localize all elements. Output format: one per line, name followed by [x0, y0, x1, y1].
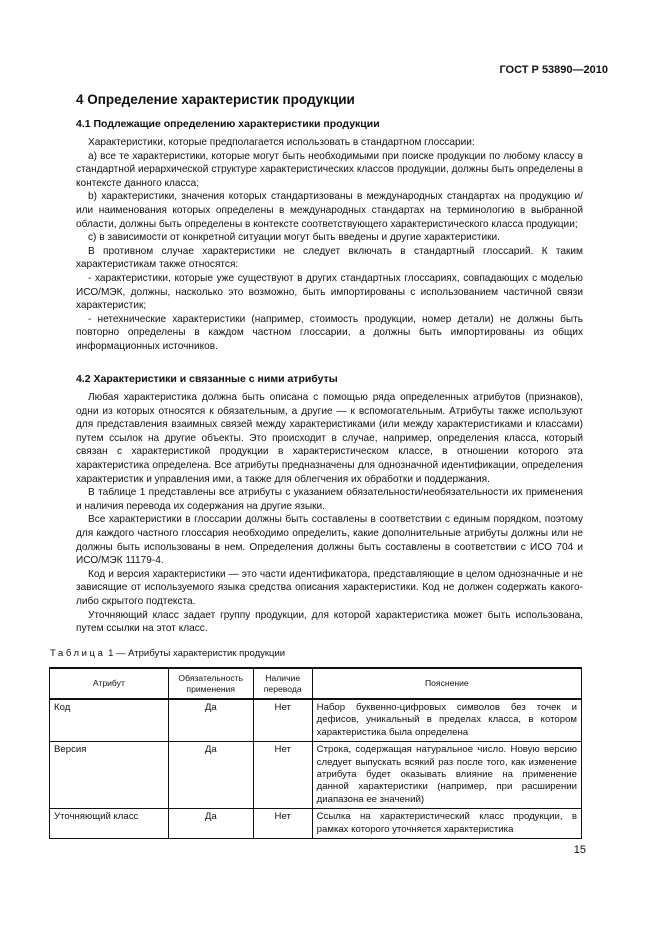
dash-item: - нетехнические характеристики (например, стоимость продукции, номер детали) не должны быть повторно определены в каждом частном глоссарии, а должны быть импортированы из общих информационных источников. — [76, 313, 583, 352]
list-item-c: с) в зависимости от конкретной ситуации могут быть введены и другие характеристики. — [88, 232, 500, 244]
column-header-mandatory: Обязательность применения — [168, 668, 253, 699]
page-number: 15 — [573, 844, 586, 856]
section-title: 4 Определение характеристик продукции — [76, 92, 355, 107]
list-item-a: а) все те характеристики, которые могут быть необходимыми при поиске продукции по любому классу в стандартной иерархической структуре характеристических классов продукции, должны быть определены в контексте данного класса; — [76, 150, 583, 189]
cell-attribute: Версия — [50, 742, 169, 809]
attributes-table — [49, 667, 582, 839]
cell-explanation: Ссылка на характеристический класс продукции, в рамках которого уточняется характеристика — [312, 809, 581, 839]
cell-translation: Нет — [253, 699, 312, 742]
paragraph: Любая характеристика должна быть описана с помощью ряда определенных атрибутов (признаков), одни из которых относятся к обязательным, а другие — к вспомогательным. Атрибуты также используют для представления взаимных связей между характеристиками (или между характеристиками и классами) путем ссылок на другие объекты. Это происходит в случае, например, определения класса, который связан с характеристикой продукции в характеристическом классе, в отношении которого эта характеристика определена. Все атрибуты предназначены для однозначной идентификации, определения характеристик и управления ими, а также для облегчения их обработки и поддержания. — [76, 392, 583, 485]
table-row — [50, 742, 582, 809]
cell-mandatory: Да — [168, 699, 253, 742]
column-header-translation: Наличие перевода — [253, 668, 312, 699]
paragraph: В таблице 1 представлены все атрибуты с указанием обязательности/необязательности их применения и наличия перевода их содержания на другие языки. — [76, 487, 583, 512]
cell-attribute: Уточняющий класс — [50, 809, 169, 839]
table-row — [50, 809, 582, 839]
cell-explanation: Строка, содержащая натуральное число. Новую версию следует выпускать всякий раз после того, как изменение атрибута будет оказывать влияние на применение данной характеристики (например, при расширении диапазона ее значений) — [312, 742, 581, 809]
cell-mandatory: Да — [168, 742, 253, 809]
column-header-explanation: Пояснение — [312, 668, 581, 699]
cell-translation: Нет — [253, 742, 312, 809]
dash-item: - характеристики, которые уже существуют в других стандартных глоссариях, совпадающих с моделью ИСО/МЭК, должны, насколько это возможно, быть импортированы с использованием частичной связи характеристик; — [76, 272, 583, 312]
cell-attribute: Код — [50, 699, 169, 742]
paragraph: Уточняющий класс задает группу продукции, для которой характеристика может быть использована, путем ссылки на этот класс. — [76, 609, 583, 635]
paragraph: Все характеристики в глоссарии должны быть составлены в соответствии с единым порядком, поэтому для каждого частного глоссария необходимо определить, какие дополнительные атрибуты должны или не должны быть использованы в нем. Определения должны быть составлены в соответствии с ИСО 704 и ИСО/МЭК 11179-4. — [76, 514, 583, 567]
column-header-attribute: Атрибут — [50, 668, 169, 699]
table-caption — [50, 648, 285, 659]
table-caption-label: Таблица — [50, 648, 106, 659]
cell-translation: Нет — [253, 809, 312, 839]
paragraph: В противном случае характеристики не следует включать в стандартный глоссарий. К таким характеристикам также относятся: — [76, 245, 583, 271]
paragraph: Характеристики, которые предполагается использовать в стандартном глоссарии: — [88, 137, 475, 148]
table-row — [50, 699, 582, 742]
table-caption-text: 1 — Атрибуты характеристик продукции — [108, 648, 286, 659]
table-header-row — [50, 668, 582, 699]
cell-mandatory: Да — [168, 809, 253, 839]
subsection-title-4-2: 4.2 Характеристики и связанные с ними атрибуты — [76, 373, 338, 385]
subsection-title-4-1: 4.1 Подлежащие определению характеристики продукции — [76, 118, 380, 130]
subsection-4-2-body — [76, 391, 583, 636]
cell-explanation: Набор буквенно-цифровых символов без точек и дефисов, уникальный в пределах класса, в котором характеристика была определена — [312, 699, 581, 742]
document-code: ГОСТ Р 53890—2010 — [499, 64, 608, 76]
subsection-4-1-body — [76, 136, 583, 354]
paragraph: Код и версия характеристики — это части идентификатора, представляющие в целом однозначные и не зависящие от используемого языка средства описания характеристики. Код не должен содержать какого-либо скрытого подтекста. — [76, 568, 583, 607]
list-item-b: b) характеристики, значения которых стандартизованы в международных стандартах на продукцию и/или наименования которых определены в международных стандартах на терминологию в выбранной области, должны быть определены в контексте соответствующего характеристического класса продукции; — [76, 191, 583, 230]
